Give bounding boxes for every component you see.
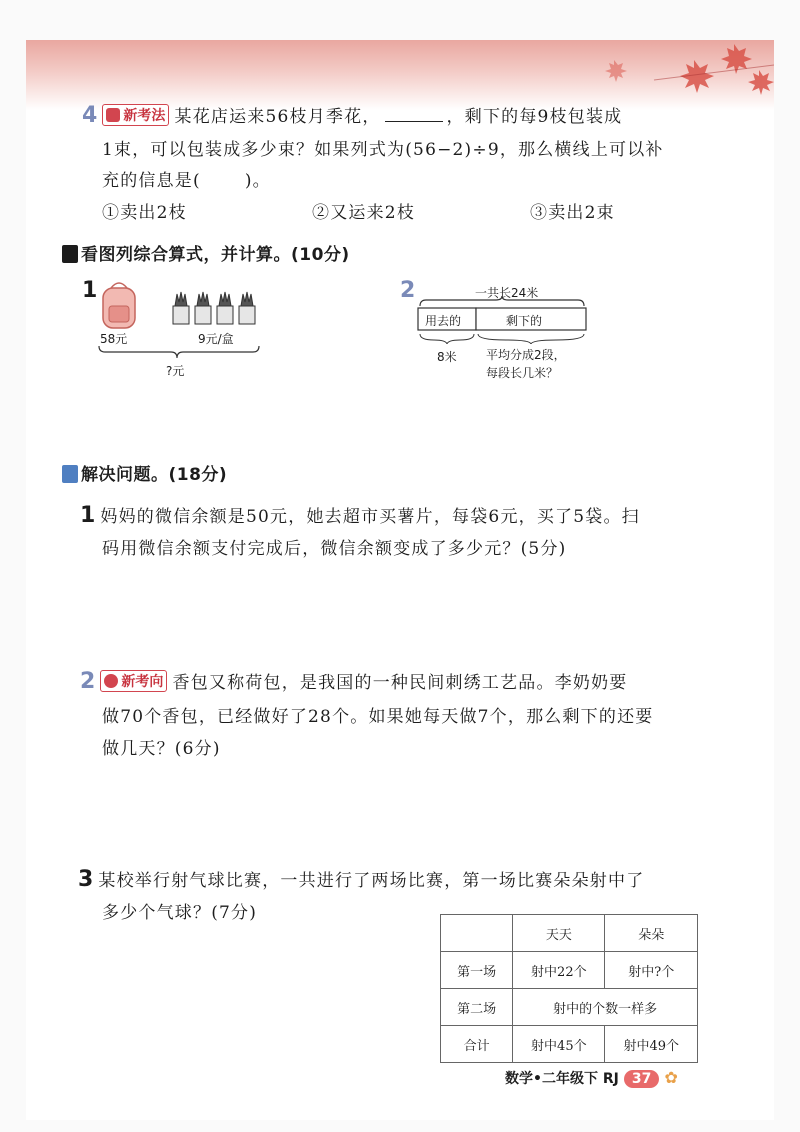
p1-brace: [99, 346, 259, 358]
p1-bag-price: 58元: [100, 332, 128, 346]
s5-q2-line2: 做70个香包，已经做好了28个。如果她每天做7个，那么剩下的还要: [102, 707, 654, 727]
plant-box-icons: [173, 292, 255, 324]
q4-line3-a: 充的信息是(: [102, 171, 201, 191]
compass-icon: [104, 674, 118, 688]
section4-title-text: 看图列综合算式，并计算。(10分): [81, 245, 350, 265]
section5-title: [62, 460, 227, 485]
q4-block: [82, 102, 622, 132]
new-direction-badge: [100, 670, 167, 692]
table-row: [441, 989, 698, 1026]
section4-title: [62, 240, 350, 265]
p2-remain-desc-2: 每段长几米？: [486, 366, 559, 380]
p1-box-price: 9元/盒: [198, 332, 234, 346]
s5-q1-line1: 妈妈的微信余额是50元，她去超市买薯片，每袋6元，买了5袋。扫: [100, 507, 640, 527]
p2-number: 2: [400, 278, 416, 303]
table-cell: 第二场: [441, 989, 513, 1026]
p1-total: ?元: [166, 364, 185, 378]
p2-used-label: 用去的: [425, 314, 462, 328]
maple-leaf-decoration: [574, 40, 774, 110]
s5-q2-number: 2: [80, 669, 96, 694]
q4-option-1: ①卖出2枝: [102, 203, 187, 223]
table-cell: 合计: [441, 1026, 513, 1063]
q4-option-2: ②又运来2枝: [312, 203, 416, 223]
p2-remain-label: 剩下的: [506, 314, 543, 328]
s5-q2-line3: 做几天？(6分): [102, 739, 221, 759]
new-method-badge: [102, 104, 169, 126]
section4-badge-icon: [62, 245, 78, 263]
maple-leaf-icon: ✿: [664, 1068, 678, 1087]
table-cell: 射中的个数一样多: [513, 989, 698, 1026]
score-table: [440, 914, 698, 1063]
p2-used-length: 8米: [437, 350, 457, 364]
table-header: 朵朵: [605, 915, 698, 952]
page-number: 37: [624, 1070, 659, 1088]
table-cell: 射中45个: [513, 1026, 605, 1063]
backpack-icon: [103, 283, 135, 328]
q4-fill-blank[interactable]: [385, 121, 443, 122]
s5-q3-line1: 某校举行射气球比赛，一共进行了两场比赛，第一场比赛朵朵射中了: [98, 871, 645, 891]
p1-picture: [95, 280, 265, 375]
q4-line3-b: )。: [244, 171, 271, 191]
s5-q2: [80, 668, 628, 698]
s5-q2-line1: 香包又称荷包，是我国的一种民间刺绣工艺品。李奶奶要: [172, 673, 628, 693]
table-cell: 第一场: [441, 952, 513, 989]
p2-total-label: 一共长24米: [475, 286, 539, 300]
badge-label: 新考法: [123, 108, 166, 124]
q4-line2: 1束，可以包装成多少束？如果列式为(56−2)÷9，那么横线上可以补: [102, 140, 664, 160]
footer-label: 数学•二年级下 RJ: [505, 1071, 619, 1087]
badge-label: 新考向: [121, 674, 164, 690]
table-cell: [441, 915, 513, 952]
table-row: [441, 1026, 698, 1063]
page-footer: [505, 1068, 678, 1088]
table-cell: 射中49个: [605, 1026, 698, 1063]
hand-icon: [106, 108, 120, 122]
table-row: [441, 915, 698, 952]
s5-q1-number: 1: [80, 503, 96, 528]
q4-line1-b: ，剩下的每9枝包装成: [446, 107, 623, 127]
table-header: 天天: [513, 915, 605, 952]
q4-number: 4: [82, 103, 98, 128]
s5-q1: [80, 502, 640, 532]
section5-title-text: 解决问题。(18分): [81, 465, 228, 485]
p2-remain-desc-1: 平均分成2段，: [486, 348, 566, 362]
q4-option-3: ③卖出2束: [530, 203, 615, 223]
s5-q3-number: 3: [78, 867, 94, 892]
q4-line1-a: 某花店运来56枝月季花，: [174, 107, 381, 127]
p1-number: 1: [82, 278, 98, 303]
table-cell: 射中22个: [513, 952, 605, 989]
s5-q3: [78, 866, 644, 896]
s5-q3-line2: 多少个气球？(7分): [102, 903, 258, 923]
s5-q1-line2: 码用微信余额支付完成后，微信余额变成了多少元？(5分): [102, 539, 567, 559]
table-row: [441, 952, 698, 989]
section5-badge-icon: [62, 465, 78, 483]
q4-line3: [102, 166, 271, 196]
table-cell: 射中?个: [605, 952, 698, 989]
